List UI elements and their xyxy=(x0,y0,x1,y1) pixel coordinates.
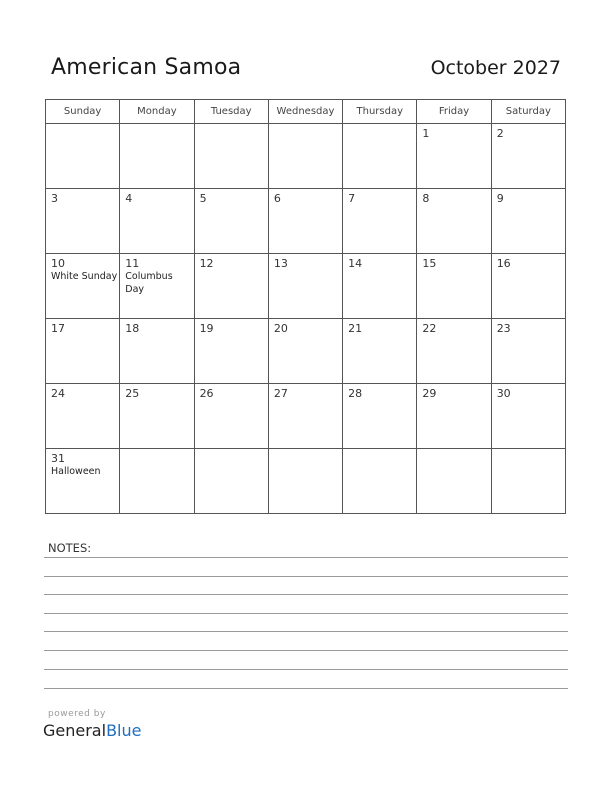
day-cell xyxy=(343,319,417,384)
month-year: October 2027 xyxy=(430,57,561,79)
note-line xyxy=(44,688,568,689)
day-cell xyxy=(268,319,342,384)
weekday-header-row xyxy=(46,100,566,124)
note-line xyxy=(44,576,568,577)
day-number: 12 xyxy=(199,257,214,270)
day-number: 24 xyxy=(51,387,65,400)
day-cell xyxy=(417,319,491,384)
day-cell xyxy=(194,449,268,514)
calendar-grid xyxy=(45,99,566,514)
day-cell xyxy=(343,254,417,319)
day-cell xyxy=(417,384,491,449)
note-line xyxy=(44,594,568,595)
day-number: 25 xyxy=(125,387,140,400)
day-cell xyxy=(268,254,342,319)
day-cell xyxy=(46,189,120,254)
week-row xyxy=(46,449,566,514)
day-number xyxy=(195,449,268,452)
day-number xyxy=(343,449,416,452)
holiday-label: Halloween xyxy=(51,466,101,477)
weekday-header: Friday xyxy=(417,100,491,124)
week-row xyxy=(46,319,566,384)
day-number: 28 xyxy=(348,387,363,400)
day-number xyxy=(269,124,342,127)
day-number xyxy=(269,449,342,452)
day-cell xyxy=(417,189,491,254)
weekday-header: Tuesday xyxy=(194,100,268,124)
day-number: 18 xyxy=(125,322,140,335)
notes-label: NOTES: xyxy=(48,541,92,555)
powered-by-text: powered by xyxy=(48,709,106,719)
day-cell xyxy=(46,254,120,319)
day-number: 4 xyxy=(125,192,133,205)
weekday-header: Monday xyxy=(120,100,194,124)
brand-first: General xyxy=(43,721,107,740)
day-number: 23 xyxy=(496,322,511,335)
weekday-header: Wednesday xyxy=(268,100,342,124)
day-number xyxy=(120,124,193,127)
day-number: 5 xyxy=(199,192,207,205)
day-number xyxy=(343,124,416,127)
day-cell xyxy=(268,449,342,514)
day-number xyxy=(120,449,193,452)
day-cell xyxy=(46,449,120,514)
day-number: 2 xyxy=(496,127,504,140)
day-cell xyxy=(268,124,342,189)
day-number: 11 xyxy=(125,257,140,270)
day-cell xyxy=(417,449,491,514)
day-cell xyxy=(194,319,268,384)
day-number xyxy=(492,449,565,452)
day-cell xyxy=(268,189,342,254)
day-number xyxy=(195,124,268,127)
day-number: 7 xyxy=(348,192,356,205)
day-cell xyxy=(46,319,120,384)
day-cell xyxy=(194,189,268,254)
note-line xyxy=(44,669,568,670)
note-line xyxy=(44,613,568,614)
day-number xyxy=(46,124,119,127)
day-number: 27 xyxy=(273,387,288,400)
weekday-header: Sunday xyxy=(46,100,120,124)
day-number: 16 xyxy=(496,257,511,270)
week-row xyxy=(46,254,566,319)
day-number: 8 xyxy=(422,192,430,205)
day-number: 10 xyxy=(51,257,65,270)
day-cell xyxy=(194,254,268,319)
day-cell xyxy=(343,384,417,449)
note-line xyxy=(44,557,568,558)
day-cell xyxy=(194,124,268,189)
day-cell xyxy=(491,319,565,384)
weekday-header: Saturday xyxy=(491,100,565,124)
day-number: 13 xyxy=(273,257,288,270)
holiday-label: White Sunday xyxy=(51,271,118,282)
day-cell xyxy=(343,124,417,189)
week-row xyxy=(46,189,566,254)
day-cell xyxy=(120,254,194,319)
day-number: 22 xyxy=(422,322,437,335)
day-number: 29 xyxy=(422,387,437,400)
holiday-label: Columbus Day xyxy=(125,271,173,295)
day-number: 1 xyxy=(422,127,430,140)
day-number: 3 xyxy=(51,192,58,205)
day-number: 30 xyxy=(496,387,511,400)
day-cell xyxy=(194,384,268,449)
day-cell xyxy=(343,449,417,514)
week-row xyxy=(46,384,566,449)
day-cell xyxy=(120,384,194,449)
day-cell xyxy=(120,319,194,384)
week-row xyxy=(46,124,566,189)
note-line xyxy=(44,631,568,632)
day-number: 31 xyxy=(51,452,65,465)
day-cell xyxy=(417,124,491,189)
brand-second: Blue xyxy=(106,721,142,740)
day-cell xyxy=(491,124,565,189)
weekday-header: Thursday xyxy=(343,100,417,124)
day-number: 9 xyxy=(496,192,504,205)
brand-logo xyxy=(43,721,141,740)
day-number: 19 xyxy=(199,322,214,335)
day-number: 20 xyxy=(273,322,288,335)
day-number: 14 xyxy=(348,257,363,270)
day-cell xyxy=(268,384,342,449)
day-number: 15 xyxy=(422,257,437,270)
day-cell xyxy=(491,449,565,514)
day-cell xyxy=(343,189,417,254)
day-cell xyxy=(491,384,565,449)
day-cell xyxy=(120,449,194,514)
day-cell xyxy=(120,124,194,189)
day-number: 6 xyxy=(273,192,281,205)
day-cell xyxy=(46,384,120,449)
note-line xyxy=(44,650,568,651)
day-number xyxy=(417,449,490,452)
day-cell xyxy=(46,124,120,189)
day-number: 17 xyxy=(51,322,65,335)
day-cell xyxy=(417,254,491,319)
day-cell xyxy=(491,189,565,254)
day-number: 21 xyxy=(348,322,363,335)
day-number: 26 xyxy=(199,387,214,400)
country-title: American Samoa xyxy=(51,55,242,80)
day-cell xyxy=(120,189,194,254)
day-cell xyxy=(491,254,565,319)
